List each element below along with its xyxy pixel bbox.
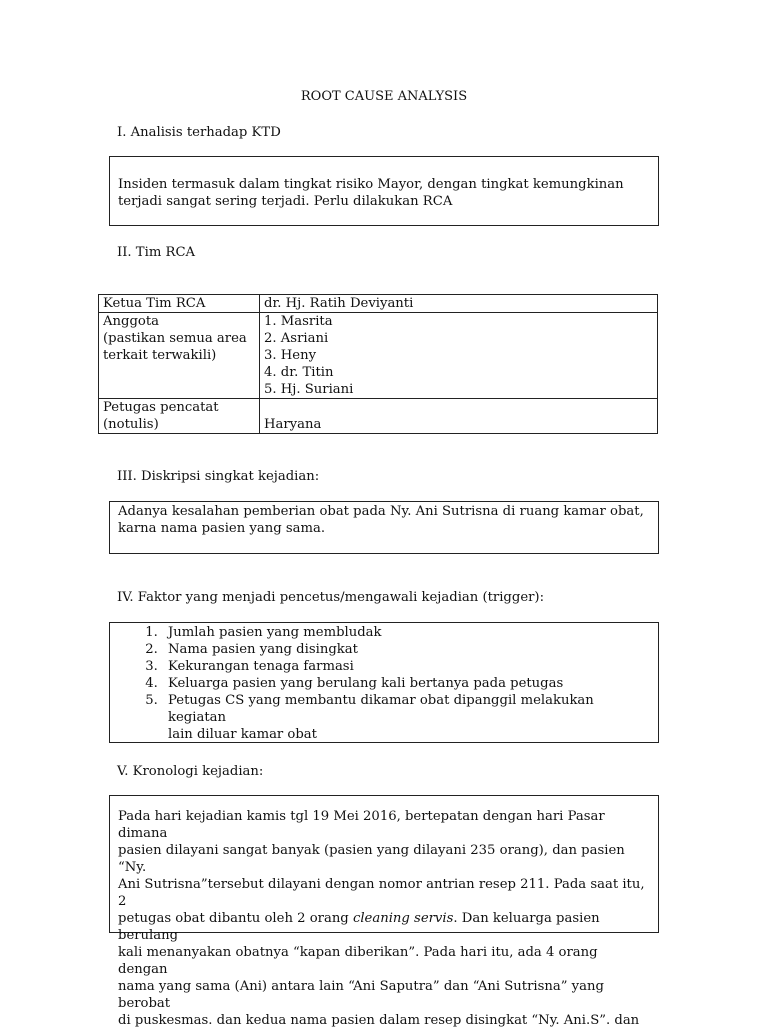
chronology-text: petugas obat dibantu oleh 2 orang [118,911,353,926]
table-row [99,295,658,313]
section-3-line: Adanya kesalahan pemberian obat pada Ny. Ani Sutrisna di ruang kamar obat, [118,504,644,519]
chronology-text: . Dan keluarga pasien berulang [118,911,600,943]
section-4-box [109,622,659,743]
table-cell-value [260,295,658,313]
list-item [162,692,650,743]
chronology-line: Pada hari kejadian kamis tgl 19 Mei 2016, bertepatan dengan hari Pasar dimana [118,809,605,841]
section-1-line: Insiden termasuk dalam tingkat risiko Mayor, dengan tingkat kemungkinan [118,177,624,192]
cell-text: Petugas pencatat [103,400,219,415]
chronology-line: kali menanyakan obatnya “kapan diberikan”. Pada hari itu, ada 4 orang dengan [118,945,598,977]
table-row [99,313,658,399]
document-title: ROOT CAUSE ANALYSIS [300,89,468,104]
cell-text: Haryana [264,417,322,432]
list-item: 4. Keluarga pasien yang berulang kali bertanya pada petugas [162,675,650,692]
cell-text: dr. Hj. Ratih Deviyanti [264,296,414,311]
table-cell-label [99,313,260,399]
section-3-line: karna nama pasien yang sama. [118,521,326,536]
cell-text: Anggota [103,314,160,329]
cell-text [264,399,653,416]
section-1-heading: I. Analisis terhadap KTD [117,125,281,140]
chronology-italic-text: cleaning servis [352,911,454,926]
chronology-line: nama yang sama (Ani) antara lain “Ani Saputra” dan “Ani Sutrisna” yang berobat [118,979,604,1011]
cell-text: (notulis) [103,417,159,432]
table-cell-label [99,399,260,434]
cell-text: Ketua Tim RCA [103,296,206,311]
chronology-line: Ani Sutrisna”tersebut dilayani dengan nomor antrian resep 211. Pada saat itu, 2 [118,877,645,909]
section-5-heading: V. Kronologi kejadian: [117,764,264,779]
cell-text: (pastikan semua area [103,331,247,346]
trigger-list [110,624,650,743]
section-3-heading: III. Diskripsi singkat kejadian: [117,469,320,484]
section-4-heading: IV. Faktor yang menjadi pencetus/mengawali kejadian (trigger): [117,590,545,605]
list-item-line: lain diluar kamar obat [168,727,317,742]
cell-text: terkait terwakili) [103,348,217,363]
list-item: 3. Kekurangan tenaga farmasi [162,658,650,675]
chronology-line: di puskesmas. dan kedua nama pasien dalam resep disingkat “Ny. Ani.S”. dan [118,1013,640,1028]
tim-rca-table [98,294,658,434]
section-2-heading: II. Tim RCA [117,245,196,260]
member-item: 2. Asriani [264,331,329,346]
chronology-line [118,910,650,944]
member-item: 1. Masrita [264,314,333,329]
table-row [99,399,658,434]
list-item: 2. Nama pasien yang disingkat [162,641,650,658]
chronology-line: pasien dilayani sangat banyak (pasien yang dilayani 235 orang), dan pasien “Ny. [118,843,625,875]
member-item: 5. Hj. Suriani [264,382,354,397]
table-cell-label [99,295,260,313]
member-item: 4. dr. Titin [264,365,334,380]
section-5-box [109,795,659,1028]
section-3-box [109,501,659,554]
list-item: 1. Jumlah pasien yang membludak [162,624,650,641]
table-cell-value [260,399,658,434]
list-item-line: 5. Petugas CS yang membantu dikamar obat dipanggil melakukan kegiatan [168,693,594,725]
section-1-box [109,156,659,226]
table-cell-value [260,313,658,399]
section-1-line: terjadi sangat sering terjadi. Perlu dilakukan RCA [118,194,453,209]
member-item: 3. Heny [264,348,317,363]
